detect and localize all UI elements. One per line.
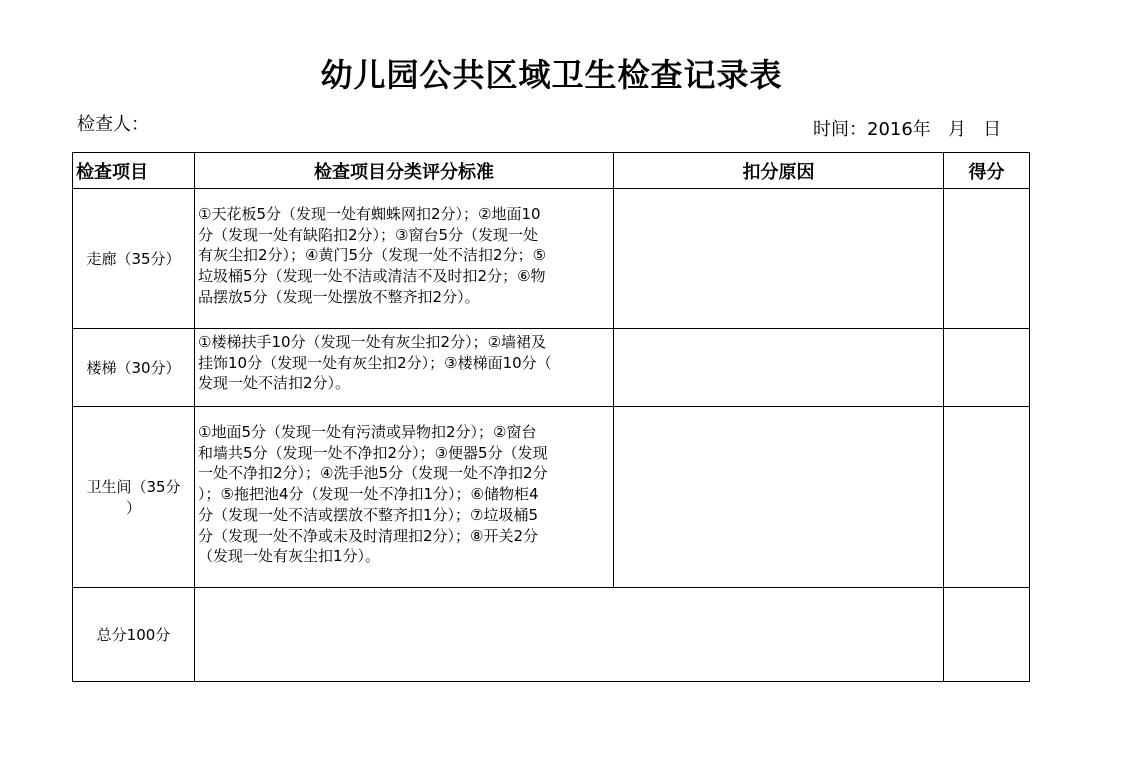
page-title: 幼儿园公共区域卫生检查记录表 [320,56,783,94]
table-row [73,329,1030,407]
header-score: 得分 [944,153,1030,189]
criteria-line: 发现一处不洁扣2分）。 [198,374,351,393]
criteria-cell [195,329,614,407]
date-label: 时间：2016年 月 日 [813,119,1002,140]
header-reason: 扣分原因 [614,153,944,189]
criteria-line: ）；⑤拖把池4分（发现一处不净扣1分）；⑥储物柜4 [198,485,539,504]
criteria-line: 有灰尘扣2分）；④黄门5分（发现一处不洁扣2分；⑤ [198,246,547,265]
criteria-line: 和墙共5分（发现一处不净扣2分）；③便器5分（发现 [198,443,548,462]
criteria-cell [195,407,614,588]
total-score-cell[interactable] [944,588,1030,682]
category-line: ） [125,499,141,517]
reason-cell[interactable] [614,189,944,329]
score-cell[interactable] [944,329,1030,407]
criteria-line: 分（发现一处有缺陷扣2分）；③窗台5分（发现一处 [198,225,539,244]
score-cell[interactable] [944,407,1030,588]
score-cell[interactable] [944,189,1030,329]
criteria-cell [195,189,614,329]
criteria-line: ①天花板5分（发现一处有蜘蛛网扣2分）；②地面10 [198,205,541,223]
total-row [73,588,1030,682]
criteria-line: 品摆放5分（发现一处摆放不整齐扣2分）。 [198,287,480,306]
criteria-line: 一处不净扣2分）；④洗手池5分（发现一处不净扣2分 [198,464,548,483]
criteria-line: ①地面5分（发现一处有污渍或异物扣2分）；②窗台 [198,423,537,441]
header-item: 检查项目 [73,153,195,189]
category-cell [73,407,195,588]
category-cell: 楼梯（30分） [73,329,195,407]
criteria-line: 挂饰10分（发现一处有灰尘扣2分）；③楼梯面10分（ [198,353,552,372]
table-row [73,189,1030,329]
inspector-label: 检查人： [77,114,149,135]
table-row [73,407,1030,588]
category-line: 卫生间（35分 [86,478,181,496]
criteria-line: 分（发现一处不净或未及时清理扣2分）；⑧开关2分 [198,526,539,545]
header-criteria: 检查项目分类评分标准 [195,153,614,189]
criteria-line: （发现一处有灰尘扣1分）。 [198,547,381,566]
category-cell: 走廊（35分） [73,189,195,329]
table-header-row [73,153,1030,189]
inspection-table [72,152,1030,682]
criteria-line: ①楼梯扶手10分（发现一处有灰尘扣2分）；②墙裙及 [198,333,547,351]
criteria-line: 垃圾桶5分（发现一处不洁或清洁不及时扣2分；⑥物 [198,267,546,286]
reason-cell[interactable] [614,329,944,407]
reason-cell[interactable] [614,407,944,588]
criteria-line: 分（发现一处不洁或摆放不整齐扣1分）；⑦垃圾桶5 [198,505,539,524]
total-merged-cell[interactable] [195,588,944,682]
total-label: 总分100分 [73,588,195,682]
